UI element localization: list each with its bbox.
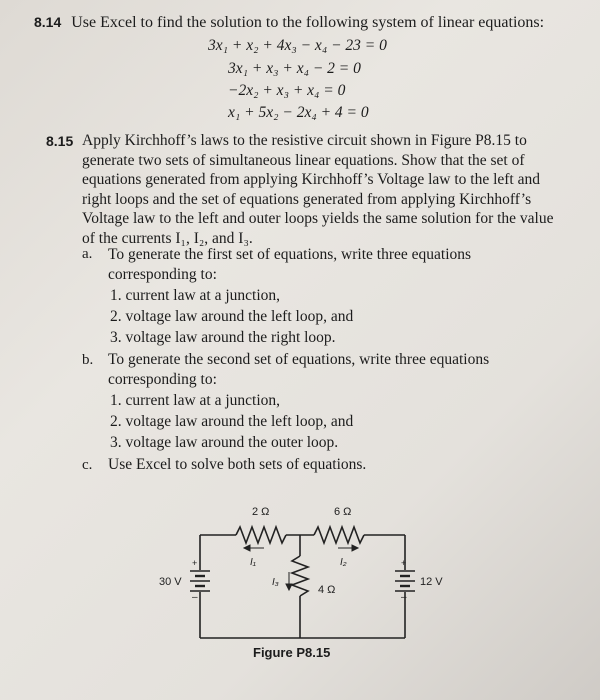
part-a-item-3: 3. voltage law around the right loop. [110, 329, 336, 346]
arrow-head [352, 545, 358, 551]
label-i2: I₂ [340, 557, 347, 568]
plus-12v: + [401, 558, 407, 568]
figure-caption: Figure P8.15 [253, 645, 331, 660]
text-line: Apply Kirchhoff’s laws to the resistive circuit shown in Figure P8.15 to [82, 132, 527, 149]
resistor-6-ohm [314, 527, 364, 543]
part-a-letter: a. [82, 246, 93, 262]
equation-4: x₁ + 5x₂ − 2x₄ + 4 = 0 [228, 104, 369, 121]
problem-text: Use Excel to find the solution to the following system of linear equations: [71, 14, 545, 31]
label-30-volt: 30 V [159, 576, 182, 588]
label-4-ohm: 4 Ω [318, 584, 336, 596]
battery-30v [190, 571, 210, 591]
text-line: Voltage law to the left and outer loops yields the same solution for the value [82, 210, 554, 227]
text-line: of the currents I₁, I₂, and I₃. [82, 229, 253, 247]
battery-12v [395, 571, 415, 591]
part-b-letter: b. [82, 352, 94, 368]
text-line: equations generated from applying Kirchhoff’s Voltage law to the left and [82, 171, 540, 188]
label-i1: I₁ [250, 557, 256, 568]
part-a-item-2: 2. voltage law around the left loop, and [110, 308, 354, 325]
text-line: corresponding to: [108, 370, 217, 388]
arrow-head [244, 545, 250, 551]
label-2-ohm: 2 Ω [252, 506, 270, 518]
part-c-letter: c. [82, 457, 93, 473]
label-i3: I₃ [272, 577, 279, 588]
part-c-text: Use Excel to solve both sets of equations. [108, 456, 367, 473]
equation-3: −2x₂ + x₃ + x₄ = 0 [228, 82, 346, 99]
part-b-item-2: 2. voltage law around the left loop, and [110, 413, 354, 430]
text-line: corresponding to: [108, 265, 217, 283]
part-b-item-3: 3. voltage law around the outer loop. [110, 434, 339, 451]
minus-30v: – [192, 592, 198, 603]
arrow-head [286, 584, 292, 590]
problem-number: 8.14 [34, 14, 62, 30]
problem-8-15-number: 8.15 [46, 133, 74, 149]
text-line: To generate the second set of equations, write three equations [108, 351, 490, 368]
part-a-item-1: 1. current law at a junction, [110, 287, 281, 304]
part-b-item-1: 1. current law at a junction, [110, 392, 281, 409]
text-line: right loops and the set of equations generated from applying Kirchhoff’s [82, 190, 532, 208]
equation-2: 3x₁ + x₃ + x₄ − 2 = 0 [228, 60, 361, 77]
label-12-volt: 12 V [420, 576, 443, 588]
resistor-4-ohm [292, 556, 308, 596]
resistor-2-ohm [236, 527, 286, 543]
minus-12v: – [401, 592, 407, 603]
text-line: To generate the first set of equations, write three equations [108, 246, 472, 263]
text-line: generate two sets of simultaneous linear equations. Show that the set of [82, 151, 525, 169]
label-6-ohm: 6 Ω [334, 506, 352, 518]
equation-1: 3x₁ + x₂ + 4x₃ − x₄ − 23 = 0 [208, 37, 387, 54]
plus-30v: + [192, 558, 198, 568]
